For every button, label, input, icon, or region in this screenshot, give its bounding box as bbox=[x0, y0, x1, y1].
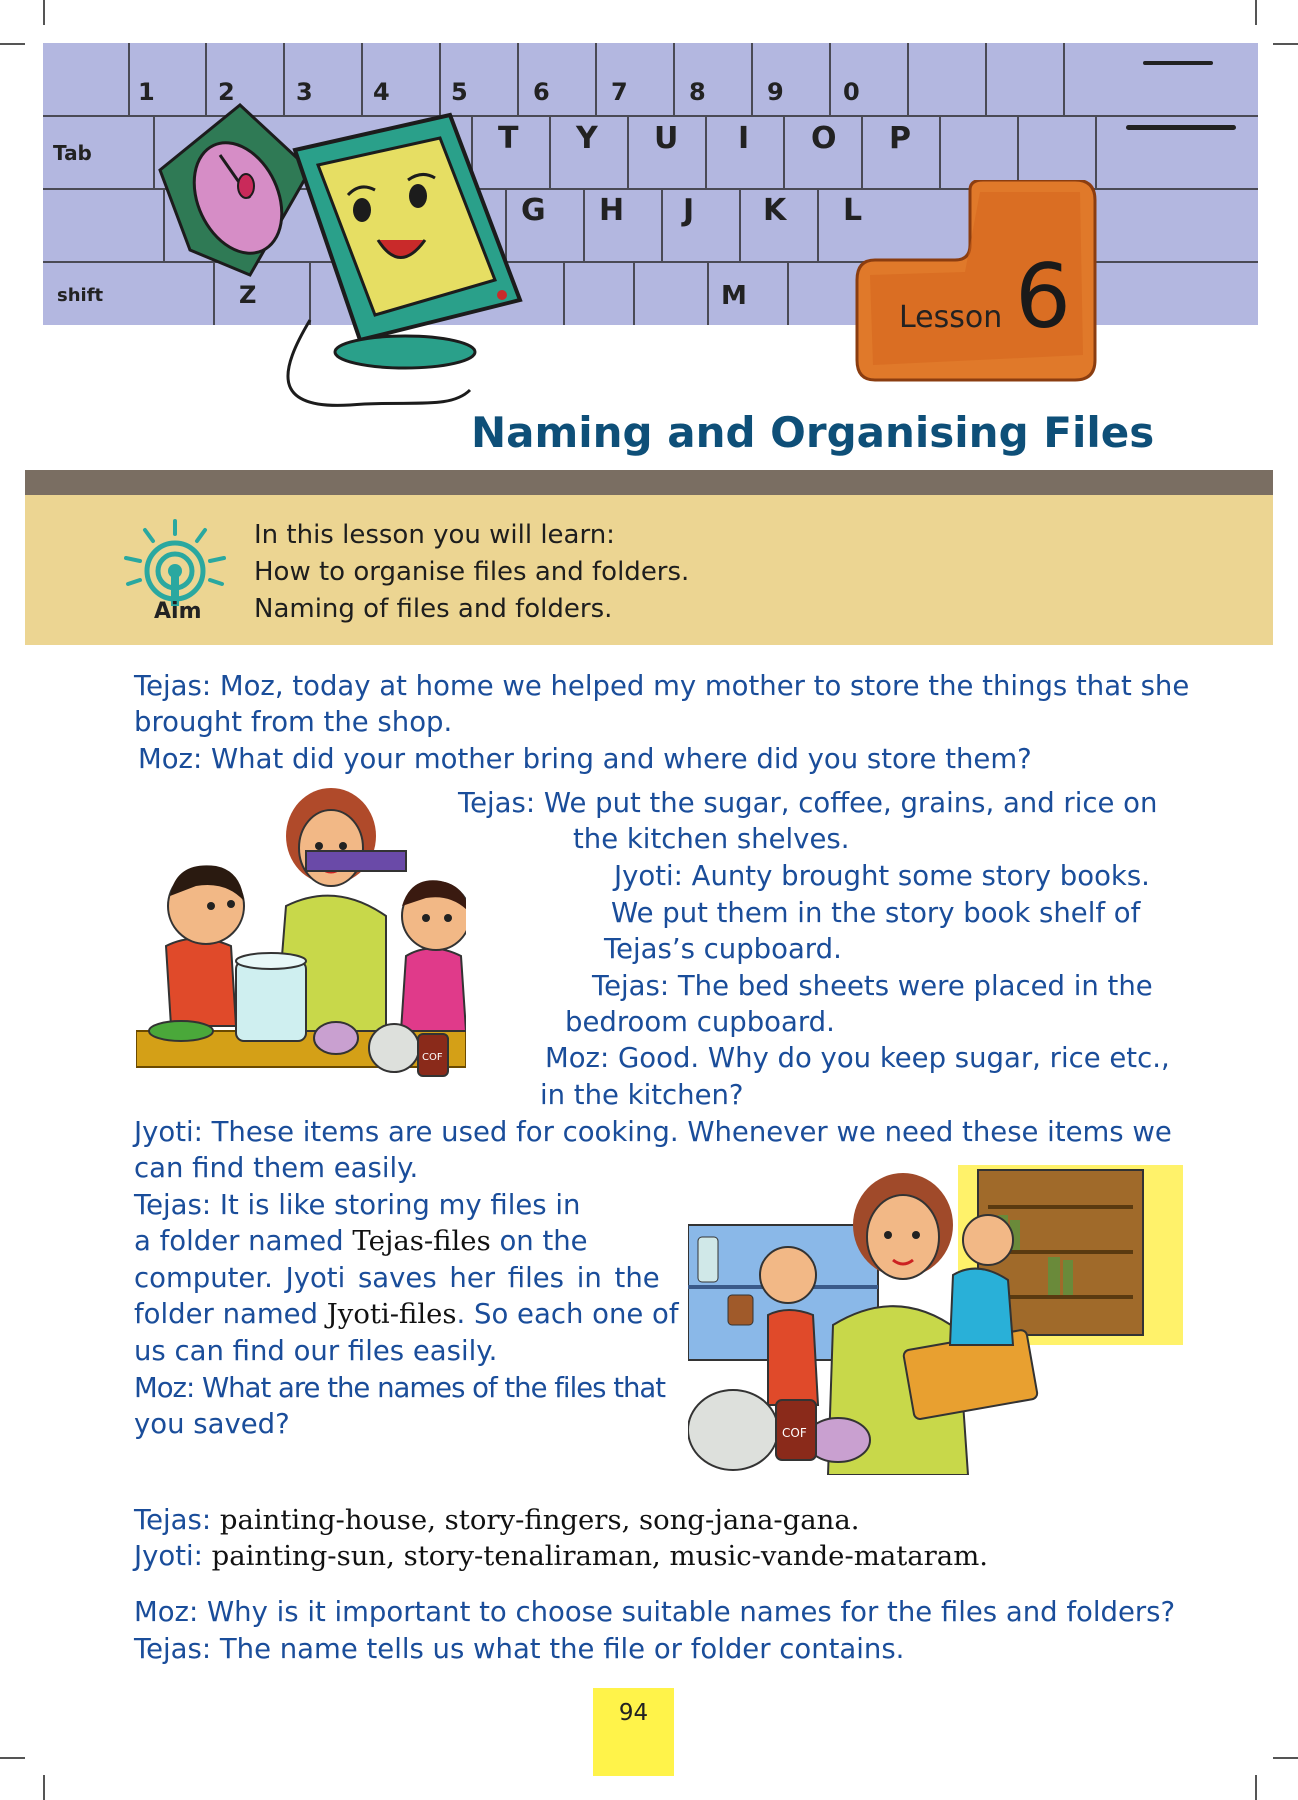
dialogue-line: computer. Jyoti saves her files in the bbox=[134, 1262, 660, 1294]
dialogue-line: Moz: What are the names of the files that bbox=[134, 1372, 666, 1404]
key-label: 3 bbox=[296, 78, 313, 106]
enter-key-line bbox=[1126, 125, 1236, 130]
crop-mark bbox=[43, 0, 45, 25]
key-label: O bbox=[811, 121, 837, 156]
key-label: shift bbox=[57, 285, 104, 306]
dialogue-line: Tejas: We put the sugar, coffee, grains, and rice on bbox=[458, 787, 1158, 819]
aim-line: Naming of files and folders. bbox=[254, 594, 613, 624]
jar-label: COF bbox=[782, 1426, 807, 1440]
aim-icon bbox=[120, 516, 230, 626]
lesson-number: 6 bbox=[1015, 245, 1071, 348]
dialogue-line: Jyoti: painting-sun, story-tenaliraman, music-vande-mataram. bbox=[134, 1540, 989, 1572]
crop-mark bbox=[1273, 1757, 1298, 1759]
key-label: L bbox=[843, 193, 863, 228]
key-label: T bbox=[498, 121, 519, 156]
key-label: 4 bbox=[373, 78, 390, 106]
dialogue-line: you saved? bbox=[134, 1408, 290, 1440]
key-label: P bbox=[889, 121, 911, 156]
dialogue-line: Tejas: It is like storing my files in bbox=[134, 1189, 581, 1221]
key-label: I bbox=[738, 121, 750, 156]
aim-line: How to organise files and folders. bbox=[254, 557, 690, 587]
dialogue-line: Moz: Why is it important to choose suitable names for the files and folders? bbox=[134, 1596, 1176, 1628]
kitchen-illustration bbox=[136, 786, 466, 1086]
key-label: H bbox=[599, 193, 625, 228]
dialogue-line: Moz: Good. Why do you keep sugar, rice etc., bbox=[545, 1042, 1170, 1074]
dialogue-line: the kitchen shelves. bbox=[573, 823, 850, 855]
dialogue-line: Tejas: The name tells us what the file or folder contains. bbox=[134, 1633, 905, 1665]
backspace-key-line bbox=[1143, 61, 1213, 65]
dialogue-line: bedroom cupboard. bbox=[565, 1006, 835, 1038]
key-label: 7 bbox=[611, 78, 628, 106]
crop-mark bbox=[0, 43, 25, 45]
dialogue-line: Tejas’s cupboard. bbox=[604, 933, 842, 965]
key-label: G bbox=[521, 193, 546, 228]
dialogue-line: a folder named Tejas-files on the bbox=[134, 1225, 588, 1257]
key-label: M bbox=[721, 281, 747, 311]
folder-name: Jyoti-files bbox=[326, 1298, 457, 1330]
dialogue-line: We put them in the story book shelf of bbox=[611, 897, 1141, 929]
storing-illustration bbox=[688, 1165, 1183, 1475]
key-label: 0 bbox=[843, 78, 860, 106]
key-label: 6 bbox=[533, 78, 550, 106]
key-label: 8 bbox=[689, 78, 706, 106]
key-label: Z bbox=[239, 281, 257, 309]
crop-mark bbox=[1273, 43, 1298, 45]
dialogue-line: Moz: What did your mother bring and where did you store them? bbox=[138, 743, 1032, 775]
dialogue-line: folder named Jyoti-files. So each one of bbox=[134, 1298, 679, 1330]
dialogue-line: brought from the shop. bbox=[134, 706, 453, 738]
crop-mark bbox=[0, 1757, 25, 1759]
dialogue-line: Tejas: The bed sheets were placed in the bbox=[592, 970, 1153, 1002]
key-label: 9 bbox=[767, 78, 784, 106]
title-separator bbox=[25, 470, 1273, 495]
crop-mark bbox=[1255, 0, 1257, 25]
dialogue-line: in the kitchen? bbox=[540, 1079, 744, 1111]
key-label: 1 bbox=[138, 78, 155, 106]
dialogue-line: us can find our files easily. bbox=[134, 1335, 498, 1367]
page-title: Naming and Organising Files bbox=[471, 408, 1155, 457]
key-label: Y bbox=[576, 121, 598, 156]
dialogue-line: Tejas: Moz, today at home we helped my mother to store the things that she bbox=[134, 670, 1190, 702]
folder-name: Tejas-files bbox=[352, 1225, 491, 1257]
dialogue-line: Jyoti: Aunty brought some story books. bbox=[614, 860, 1150, 892]
file-names: painting-house, story-fingers, song-jana-gana. bbox=[219, 1504, 860, 1536]
dialogue-line: Jyoti: These items are used for cooking. Whenever we need these items we bbox=[134, 1116, 1172, 1148]
page-number: 94 bbox=[618, 1700, 649, 1726]
key-label: 2 bbox=[218, 78, 235, 106]
crop-mark bbox=[43, 1775, 45, 1800]
mouse-monitor-illustration bbox=[150, 90, 530, 420]
aim-line: In this lesson you will learn: bbox=[254, 520, 615, 550]
jar-label: COF bbox=[422, 1052, 443, 1063]
key-label: Tab bbox=[53, 141, 92, 165]
dialogue-line: Tejas: painting-house, story-fingers, song-jana-gana. bbox=[134, 1504, 860, 1536]
file-names: painting-sun, story-tenaliraman, music-vande-mataram. bbox=[211, 1540, 989, 1572]
aim-icon-text: Aim bbox=[154, 599, 202, 624]
crop-mark bbox=[1255, 1775, 1257, 1800]
lesson-key bbox=[855, 180, 1100, 385]
lesson-label: Lesson bbox=[899, 300, 1003, 335]
key-label: 5 bbox=[451, 78, 468, 106]
key-label: U bbox=[654, 121, 679, 156]
key-label: J bbox=[683, 193, 695, 228]
key-label: K bbox=[763, 193, 787, 228]
dialogue-line: can find them easily. bbox=[134, 1152, 419, 1184]
